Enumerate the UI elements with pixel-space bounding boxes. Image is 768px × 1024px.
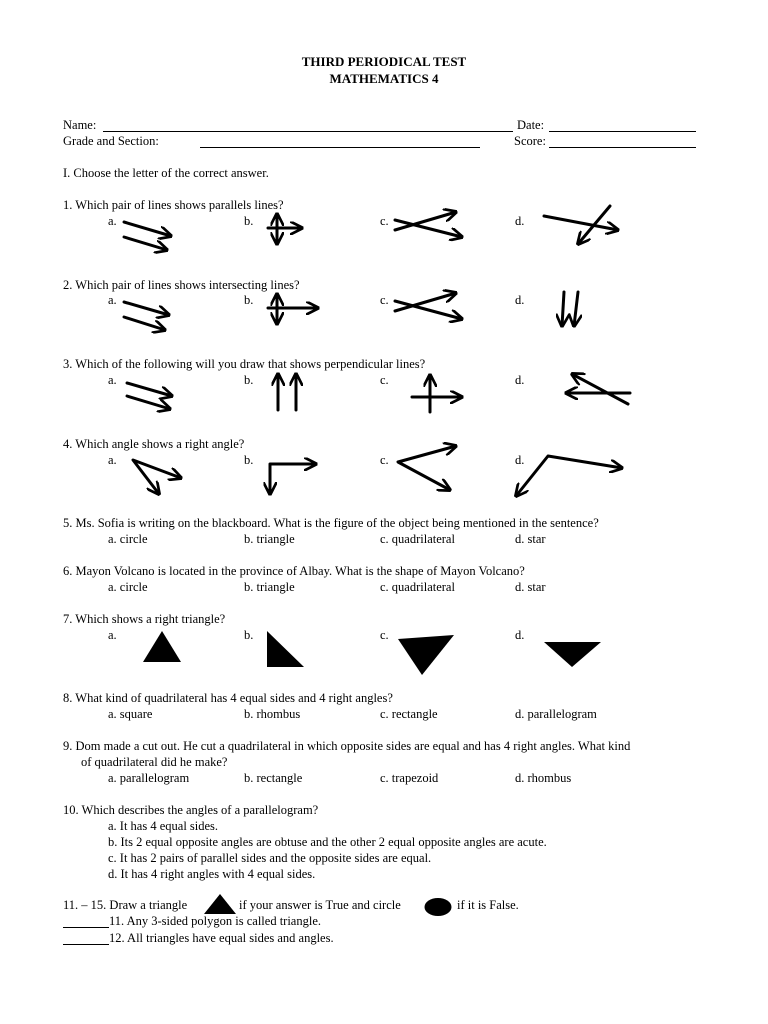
parallel-down-arrows-icon — [550, 288, 595, 333]
triangle-icon — [203, 893, 237, 915]
question-5: 5. Ms. Sofia is writing on the blackboard. What is the figure of the object being mentioned in the sentence? — [63, 516, 599, 530]
q5-option-d: d. star — [515, 532, 546, 546]
name-field[interactable] — [103, 131, 513, 132]
question-6: 6. Mayon Volcano is located in the province of Albay. What is the shape of Mayon Volcano? — [63, 564, 525, 578]
acute-angle-icon — [390, 438, 470, 496]
intersecting-arrows-icon — [388, 287, 468, 327]
q7-option-c: c. — [380, 628, 389, 642]
question-7: 7. Which shows a right triangle? — [63, 612, 226, 626]
q9-option-b: b. rectangle — [244, 771, 303, 785]
parallel-up-arrows-icon — [266, 368, 316, 416]
q10-option-d: d. It has 4 right angles with 4 equal sides. — [108, 867, 316, 881]
question-4: 4. Which angle shows a right angle? — [63, 437, 245, 451]
perpendicular-arrows-icon — [258, 290, 328, 330]
parallel-arrows-icon — [115, 293, 185, 338]
question-1: 1. Which pair of lines shows parallels lines? — [63, 198, 284, 212]
answer-blank-12[interactable] — [63, 944, 109, 945]
q7-option-d: d. — [515, 628, 525, 642]
inverted-triangle-icon — [542, 640, 604, 670]
intersecting-arrows-icon — [388, 206, 468, 246]
q10-option-a: a. It has 4 equal sides. — [108, 819, 219, 833]
q6-option-d: d. star — [515, 580, 546, 594]
date-label: Date: — [517, 118, 545, 132]
question-9: 9. Dom made a cut out. He cut a quadrilateral in which opposite sides are equal and has 4 right angles. What kind — [63, 739, 631, 753]
question-9-continued: of quadrilateral did he make? — [81, 755, 228, 769]
q2-option-d: d. — [515, 293, 525, 307]
q8-option-a: a. square — [108, 707, 153, 721]
score-label: Score: — [514, 134, 546, 148]
parallel-arrows-icon — [115, 212, 185, 257]
grade-section-field[interactable] — [200, 147, 480, 148]
equilateral-triangle-icon — [140, 628, 185, 664]
inverted-triangle-icon — [396, 633, 456, 677]
q4-option-d: d. — [515, 453, 525, 467]
q7-option-a: a. — [108, 628, 117, 642]
q5-option-b: b. triangle — [244, 532, 295, 546]
q8-option-b: b. rhombus — [244, 707, 301, 721]
q2-option-c: c. — [380, 293, 389, 307]
q2-option-b: b. — [244, 293, 254, 307]
q1-option-d: d. — [515, 214, 525, 228]
q5-option-c: c. quadrilateral — [380, 532, 455, 546]
part2-instruction-true: if your answer is True and circle — [239, 898, 401, 912]
question-8: 8. What kind of quadrilateral has 4 equal sides and 4 right angles? — [63, 691, 393, 705]
question-2: 2. Which pair of lines shows intersecting lines? — [63, 278, 300, 292]
parallel-arrows-icon — [118, 374, 188, 419]
obtuse-angle-icon — [510, 450, 630, 502]
q4-option-c: c. — [380, 453, 389, 467]
q9-option-d: d. rhombus — [515, 771, 572, 785]
q1-option-a: a. — [108, 214, 117, 228]
q4-option-b: b. — [244, 453, 254, 467]
name-label: Name: — [63, 118, 97, 132]
q3-option-b: b. — [244, 373, 254, 387]
perpendicular-arrows-icon — [258, 210, 318, 250]
perpendicular-arrows-icon — [408, 370, 472, 416]
subject-title: MATHEMATICS 4 — [329, 71, 439, 86]
q3-option-a: a. — [108, 373, 117, 387]
item-12: 12. All triangles have equal sides and angles. — [109, 931, 334, 945]
q6-option-a: a. circle — [108, 580, 148, 594]
q5-option-a: a. circle — [108, 532, 148, 546]
q3-option-c: c. — [380, 373, 389, 387]
grade-section-label: Grade and Section: — [63, 134, 159, 148]
score-field[interactable] — [549, 147, 696, 148]
q1-option-c: c. — [380, 214, 389, 228]
answer-blank-11[interactable] — [63, 927, 109, 928]
q10-option-c: c. It has 2 pairs of parallel sides and the opposite sides are equal. — [108, 851, 432, 865]
intersecting-arrows-icon — [540, 202, 630, 250]
q10-option-b: b. Its 2 equal opposite angles are obtuse and the other 2 equal opposite angles are acute. — [108, 835, 547, 849]
date-field[interactable] — [549, 131, 696, 132]
part2-instruction-false: if it is False. — [457, 898, 519, 912]
q9-option-c: c. trapezoid — [380, 771, 439, 785]
right-triangle-icon — [264, 628, 309, 670]
part2-instruction: 11. – 15. Draw a triangle — [63, 898, 188, 912]
q3-option-d: d. — [515, 373, 525, 387]
instruction: I. Choose the letter of the correct answer. — [63, 166, 269, 180]
question-3: 3. Which of the following will you draw that shows perpendicular lines? — [63, 357, 426, 371]
question-10: 10. Which describes the angles of a parallelogram? — [63, 803, 319, 817]
acute-angle-icon — [125, 452, 195, 502]
q9-option-a: a. parallelogram — [108, 771, 190, 785]
q2-option-a: a. — [108, 293, 117, 307]
q8-option-c: c. rectangle — [380, 707, 438, 721]
item-11: 11. Any 3-sided polygon is called triangle. — [109, 914, 321, 928]
circle-icon — [423, 897, 453, 917]
q1-option-b: b. — [244, 214, 254, 228]
q8-option-d: d. parallelogram — [515, 707, 597, 721]
q7-option-b: b. — [244, 628, 254, 642]
q4-option-a: a. — [108, 453, 117, 467]
test-title: THIRD PERIODICAL TEST — [301, 54, 467, 69]
intersecting-arrows-icon — [560, 368, 640, 410]
q6-option-c: c. quadrilateral — [380, 580, 455, 594]
q6-option-b: b. triangle — [244, 580, 295, 594]
right-angle-icon — [258, 450, 328, 500]
